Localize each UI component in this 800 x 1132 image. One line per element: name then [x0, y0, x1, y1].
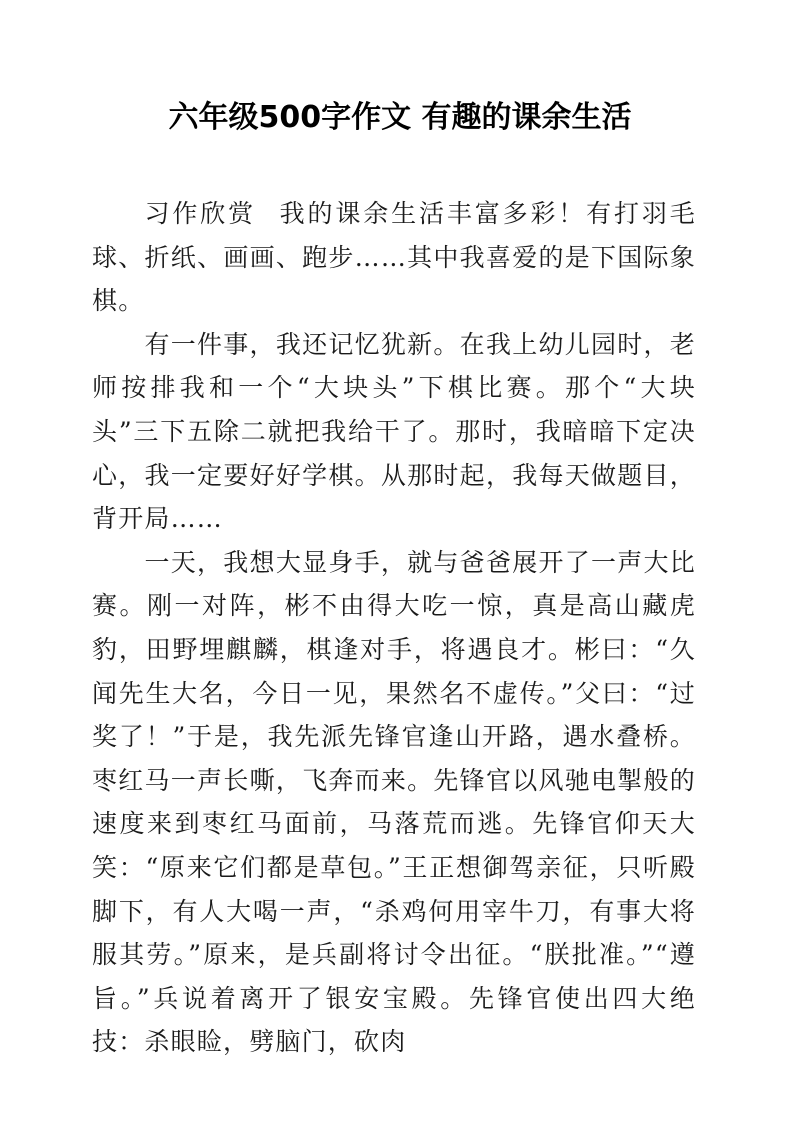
document-title: 六年级500字作文 有趣的课余生活 — [168, 100, 632, 135]
essay-body — [92, 192, 696, 1064]
paragraph-1 — [92, 192, 696, 323]
paragraph-text: 我的课余生活丰富多彩！有打羽毛球、折纸、画画、跑步……其中我喜爱的是下国际象棋。 — [92, 199, 696, 316]
paragraph-label: 习作欣赏 — [144, 199, 256, 228]
paragraph-3: 一天，我想大显身手，就与爸爸展开了一声大比赛。刚一对阵，彬不由得大吃一惊，真是高山藏虎豹，田野埋麒麟，棋逢对手，将遇良才。彬曰：“久闻先生大名，今日一见，果然名不虚传。”父曰：“过奖了！”于是，我先派先锋官逢山开路，遇水叠桥。枣红马一声长嘶，飞奔而来。先锋官以风驰电掣般的速度来到枣红马面前，马落荒而逃。先锋官仰天大笑：“原来它们都是草包。”王正想御驾亲征，只听殿脚下，有人大喝一声，“杀鸡何用宰牛刀，有事大将服其劳。”原来，是兵副将讨令出征。“朕批准。”“遵旨。”兵说着离开了银安宝殿。先锋官使出四大绝技：杀眼睑，劈脑门，砍肉 — [92, 547, 696, 1057]
paragraph-2: 有一件事，我还记忆犹新。在我上幼儿园时，老师按排我和一个“大块头”下棋比赛。那个“大块头”三下五除二就把我给干了。那时，我暗暗下定决心，我一定要好好学棋。从那时起，我每天做题目，背开局…… — [92, 329, 696, 534]
